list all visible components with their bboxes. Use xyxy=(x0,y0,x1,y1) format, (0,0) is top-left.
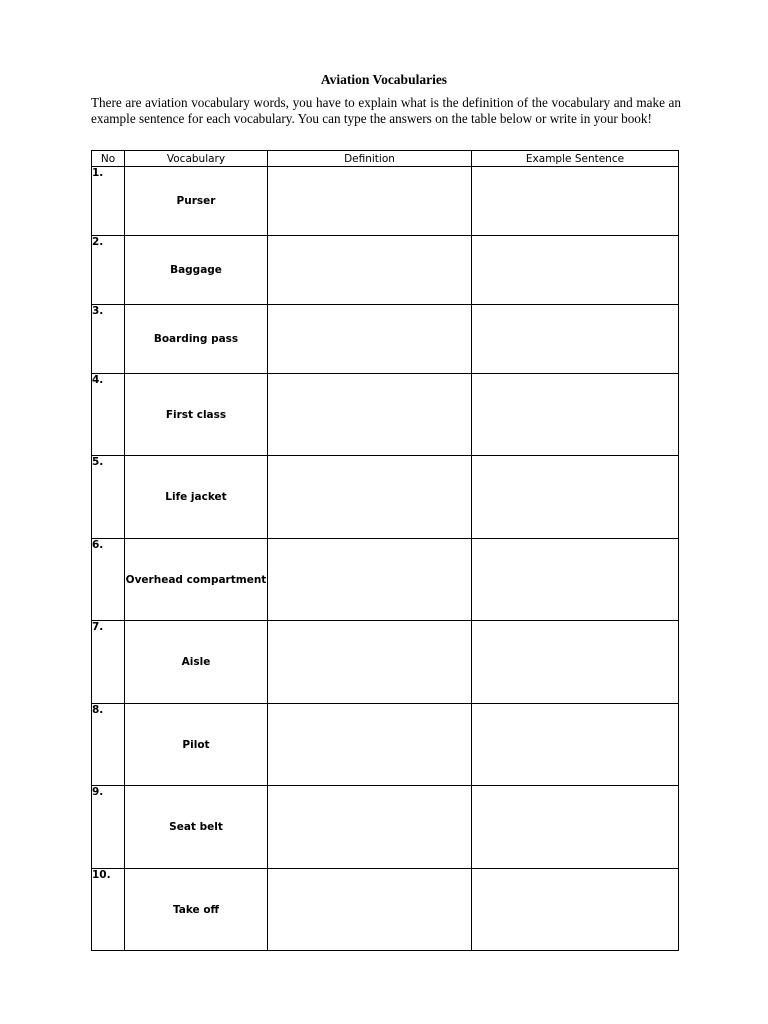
table-row xyxy=(92,621,679,704)
row-number: 2. xyxy=(92,236,125,305)
example-sentence-cell[interactable] xyxy=(472,236,679,305)
vocabulary-word: Overhead compartment xyxy=(125,539,268,621)
vocabulary-word: Baggage xyxy=(125,236,268,305)
vocabulary-table xyxy=(91,150,679,951)
vocabulary-word: Seat belt xyxy=(125,786,268,869)
table-row xyxy=(92,236,679,305)
vocabulary-word: Pilot xyxy=(125,704,268,786)
page-title: Aviation Vocabularies xyxy=(320,72,448,87)
row-number: 3. xyxy=(92,305,125,374)
definition-cell[interactable] xyxy=(268,167,472,236)
vocabulary-word: Aisle xyxy=(125,621,268,704)
vocabulary-word: First class xyxy=(125,374,268,456)
example-sentence-cell[interactable] xyxy=(472,456,679,539)
table-row xyxy=(92,167,679,236)
table-row xyxy=(92,374,679,456)
definition-cell[interactable] xyxy=(268,621,472,704)
example-sentence-cell[interactable] xyxy=(472,621,679,704)
instructions-paragraph: There are aviation vocabulary words, you have to explain what is the definition of the vocabulary and make an example sentence for each vocabulary. You can type the answers on the table below or write in your book! xyxy=(91,95,681,126)
definition-cell[interactable] xyxy=(268,704,472,786)
row-number: 4. xyxy=(92,374,125,456)
table-header-row xyxy=(92,151,679,167)
row-number: 5. xyxy=(92,456,125,539)
header-vocabulary: Vocabulary xyxy=(125,151,268,167)
table-row xyxy=(92,539,679,621)
table-row xyxy=(92,704,679,786)
row-number: 9. xyxy=(92,786,125,869)
header-definition: Definition xyxy=(268,151,472,167)
header-example-sentence: Example Sentence xyxy=(472,151,679,167)
row-number: 8. xyxy=(92,704,125,786)
definition-cell[interactable] xyxy=(268,305,472,374)
definition-cell[interactable] xyxy=(268,374,472,456)
table-row xyxy=(92,786,679,869)
vocabulary-word: Purser xyxy=(125,167,268,236)
definition-cell[interactable] xyxy=(268,539,472,621)
table-row xyxy=(92,869,679,951)
example-sentence-cell[interactable] xyxy=(472,167,679,236)
example-sentence-cell[interactable] xyxy=(472,305,679,374)
example-sentence-cell[interactable] xyxy=(472,704,679,786)
definition-cell[interactable] xyxy=(268,236,472,305)
vocabulary-word: Boarding pass xyxy=(125,305,268,374)
definition-cell[interactable] xyxy=(268,869,472,951)
example-sentence-cell[interactable] xyxy=(472,539,679,621)
definition-cell[interactable] xyxy=(268,786,472,869)
example-sentence-cell[interactable] xyxy=(472,786,679,869)
row-number: 1. xyxy=(92,167,125,236)
definition-cell[interactable] xyxy=(268,456,472,539)
vocabulary-word: Take off xyxy=(125,869,268,951)
vocabulary-word: Life jacket xyxy=(125,456,268,539)
table-row xyxy=(92,305,679,374)
header-no: No xyxy=(92,151,125,167)
row-number: 10. xyxy=(92,869,125,951)
example-sentence-cell[interactable] xyxy=(472,869,679,951)
example-sentence-cell[interactable] xyxy=(472,374,679,456)
row-number: 7. xyxy=(92,621,125,704)
table-row xyxy=(92,456,679,539)
row-number: 6. xyxy=(92,539,125,621)
